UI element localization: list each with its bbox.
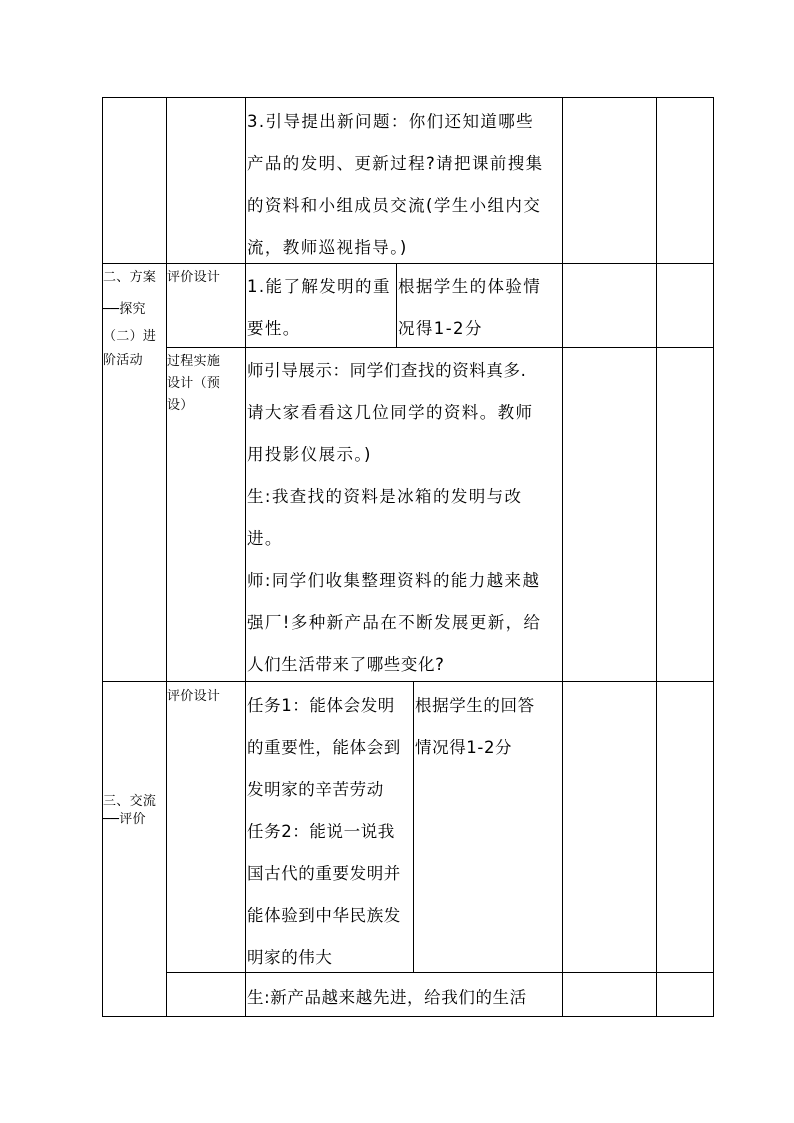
goal-line: 任务1：能体会发明 — [247, 696, 395, 715]
table-top-border — [102, 97, 714, 98]
table-right-border — [713, 97, 714, 1017]
evaluation-line: 根据学生的体验情 — [398, 277, 542, 296]
stage-label: 二、方案 — [103, 270, 157, 285]
stage-label: （二）进 — [103, 329, 157, 344]
table-bottom-border — [102, 1016, 714, 1017]
goal-line: 国古代的重要发明并 — [247, 864, 401, 883]
design-type-label: 过程实施 — [167, 354, 221, 369]
stage-label: ──评价 — [103, 812, 146, 827]
content-line: 师引导展示：同学们查找的资料真多. — [247, 361, 527, 380]
design-type-label: 评价设计 — [167, 270, 221, 285]
column-divider — [245, 97, 246, 1017]
goal-line: 任务2：能说一说我 — [247, 822, 395, 841]
design-type-label: 设计（预 — [167, 376, 221, 391]
evaluation-line: 情况得1-2分 — [415, 738, 513, 757]
evaluation-line: 根据学生的回答 — [415, 696, 535, 715]
row-divider — [166, 972, 714, 973]
stage-label: 阶活动 — [103, 353, 143, 368]
content-line: 的资料和小组成员交流(学生小组内交 — [247, 196, 542, 215]
row-divider — [102, 681, 714, 682]
column-divider — [166, 97, 167, 1017]
design-type-label: 设） — [167, 398, 194, 413]
column-divider — [562, 97, 563, 1017]
goal-line: 1.能了解发明的重 — [247, 277, 391, 296]
column-divider — [396, 263, 397, 347]
goal-line: 能体验到中华民族发 — [247, 906, 401, 925]
stage-label: 三、交流 — [103, 794, 157, 809]
column-divider — [656, 97, 657, 1017]
content-line: 生:我查找的资料是冰箱的发明与改 — [247, 487, 523, 506]
content-line: 生:新产品越来越先进，给我们的生活 — [247, 988, 527, 1007]
stage-label: ──探究 — [103, 302, 146, 317]
goal-line: 的重要性，能体会到 — [247, 738, 401, 757]
content-line: 师:同学们收集整理资料的能力越来越 — [247, 571, 541, 590]
column-divider — [413, 681, 414, 972]
goal-line: 发明家的辛苦劳动 — [247, 780, 384, 799]
content-line: 流，教师巡视指导。) — [247, 238, 408, 257]
goal-line: 要性。 — [247, 319, 301, 338]
design-type-label: 评价设计 — [167, 689, 221, 704]
goal-line: 明家的伟大 — [247, 948, 333, 967]
content-line: 人们生活带来了哪些变化? — [247, 655, 445, 674]
content-line: 进。 — [247, 529, 283, 548]
row-divider — [102, 263, 714, 264]
content-line: 请大家看看这几位同学的资料。教师 — [247, 403, 534, 422]
table-left-border — [102, 97, 103, 1017]
row-divider — [166, 347, 714, 348]
content-line: 用投影仪展示。) — [247, 445, 372, 464]
content-line: 强厂!多种新产品在不断发展更新，给 — [247, 613, 542, 632]
evaluation-line: 况得1-2分 — [398, 319, 483, 338]
content-line: 3.引导提出新问题：你们还知道哪些 — [247, 112, 535, 131]
content-line: 产品的发明、更新过程?请把课前搜集 — [247, 154, 544, 173]
